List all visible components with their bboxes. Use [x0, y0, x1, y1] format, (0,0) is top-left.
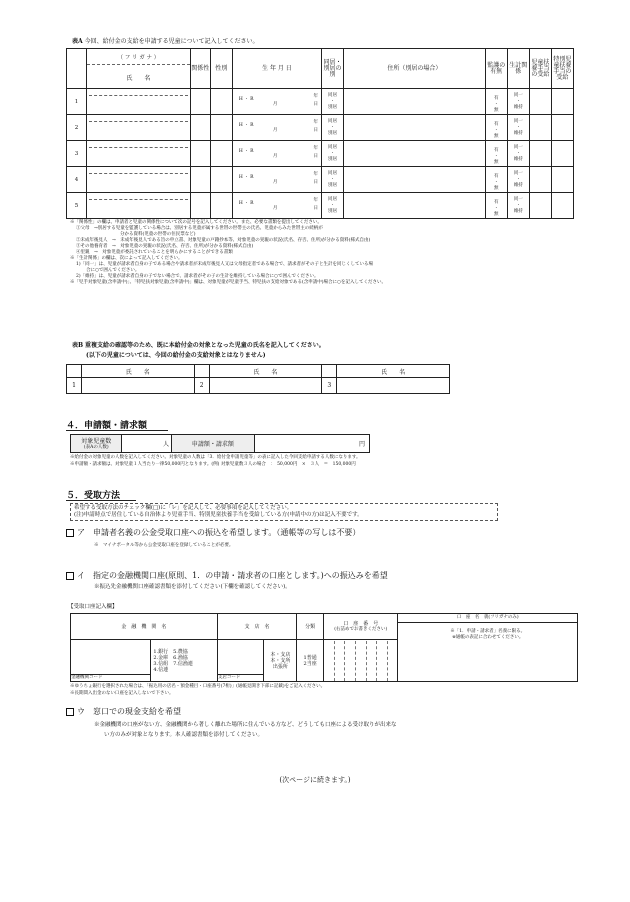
header-birth: 生 年 月 日 [232, 49, 321, 89]
birth-field[interactable] [232, 141, 321, 167]
b-name-field[interactable] [81, 378, 194, 394]
nen: 年 [313, 120, 319, 125]
b-col-header: 氏 名 [337, 365, 450, 378]
header-furigana: （ フ リ ガ ナ ） [117, 55, 160, 61]
era: H ・ R [238, 175, 254, 180]
col-name [86, 49, 190, 89]
branch-code: 支店コード [218, 674, 264, 681]
bank-code: 金融機関コード [71, 674, 150, 681]
row-no: 1 [67, 89, 87, 115]
branch-name-field[interactable] [217, 640, 264, 682]
address-field[interactable] [344, 115, 486, 141]
relation-field[interactable] [190, 167, 210, 193]
child-allowance-field[interactable] [529, 141, 551, 167]
custody-field[interactable]: 有 ・ 無 [485, 193, 507, 219]
tsuki: 月 [272, 154, 278, 159]
amount-field[interactable] [254, 435, 369, 453]
col-no [67, 49, 87, 89]
relation-field[interactable] [190, 115, 210, 141]
b-no: 1 [67, 378, 82, 394]
note: 分かる資料(児童の世帯の住民票など) [120, 232, 196, 237]
amount-label: 申請額・請求額 [172, 435, 255, 453]
option-u-label: ウ 窓口での現金支給を希望 [77, 707, 181, 716]
header-custody: 監護の有無 [485, 49, 507, 89]
class-types: 1普通 2当座 [297, 640, 324, 682]
nen: 年 [313, 172, 319, 177]
option-i[interactable] [66, 570, 388, 581]
era: H ・ R [238, 201, 254, 206]
table-a-title [72, 38, 258, 46]
relation-field[interactable] [190, 89, 210, 115]
custody-field[interactable]: 有 ・ 無 [485, 115, 507, 141]
note: ※「児手対象児童(含申請中)」、「特児扶対象児童(含申請中)」欄は、対象児童が児童手当、特児扶の支給対象である(含申請中)場合に○を記入してください。 [70, 280, 386, 285]
tsuki: 月 [272, 180, 278, 185]
special-allowance-field[interactable] [551, 89, 573, 115]
b-no-head [67, 365, 82, 378]
note: ④里親 → 対象児童が委託されていることを明らかにすることができる書類 [76, 250, 233, 255]
cohab-field[interactable]: 同居 ・ 別居 [322, 193, 344, 219]
header-name: 氏 名 [87, 64, 190, 82]
hi: 日 [313, 154, 319, 159]
row-no: 5 [67, 193, 87, 219]
option-u-note2: い方のみが対象となります。本人確認書類を添付してください。 [104, 732, 264, 738]
livelihood-field[interactable]: 同一 ・ 維持 [507, 193, 529, 219]
holder-note: ※「1．申請・請求者」名義に限る。 ※通帳の表記に合わせてください。 [450, 629, 526, 640]
special-allowance-field[interactable] [551, 193, 573, 219]
cohab-field[interactable]: 同居 ・ 別居 [322, 115, 344, 141]
checkbox-i[interactable] [66, 572, 74, 580]
era: H ・ R [238, 97, 254, 102]
option-i-note: ※振込先金融機関口座確認書類を添付してください(下欄を確認してください)。 [94, 584, 291, 590]
table-a-title-text: 今回、給付金の支給を申請する児童について記入してください。 [84, 38, 259, 45]
b-col-header: 氏 名 [209, 365, 322, 378]
hi: 日 [313, 102, 319, 107]
header-sex: 性別 [210, 49, 232, 89]
table-b [66, 364, 450, 394]
holder-label: 口 座 名 義(フリガナのみ) [398, 614, 577, 623]
page-footer: (次ページに続きます。) [279, 776, 351, 784]
child-row [67, 89, 574, 115]
number-sub: (右詰めでお書きください) [334, 627, 388, 632]
livelihood-field[interactable]: 同一 ・ 維持 [507, 89, 529, 115]
child-row [67, 141, 574, 167]
table-a-label: 表A [72, 38, 83, 45]
table-b-title [72, 342, 582, 350]
table-a-notes [70, 220, 582, 286]
bank-name-field[interactable] [71, 640, 151, 682]
address-field[interactable] [344, 141, 486, 167]
option-u[interactable] [66, 706, 181, 717]
relation-field[interactable] [190, 193, 210, 219]
option-a-label: ア 申請者名義の公金受取口座への振込を希望します。（通帳等の写しは不要） [77, 528, 361, 537]
note: ②未成年後見人 → 未成年後見人である旨の申立書、対象児童の戸籍抄本等、対象児童の実親の状況(氏名、存否、住所)が分かる資料(様式自由) [76, 238, 371, 243]
custody-field[interactable]: 有 ・ 無 [485, 167, 507, 193]
checkbox-u[interactable] [66, 708, 74, 716]
account-number-field[interactable] [324, 640, 398, 682]
relation-field[interactable] [190, 141, 210, 167]
special-allowance-field[interactable] [551, 115, 573, 141]
account-table [70, 613, 578, 682]
livelihood-field[interactable]: 同一 ・ 維持 [507, 167, 529, 193]
child-name-field[interactable] [86, 115, 190, 141]
heading-underline [66, 500, 136, 501]
child-name-field[interactable] [86, 193, 190, 219]
branch-types: 本・支店 本・支所 出張所 [264, 640, 297, 682]
number-label: 口 座 番 号 [343, 621, 379, 627]
cohab-field[interactable]: 同居 ・ 別居 [322, 167, 344, 193]
table-a [66, 48, 574, 219]
account-note1: ※ゆうちょ銀行を選択された場合は、「振込用の店名・預金種目・口座番号(7桁)」(通帳見開き下部に記載)をご記入ください。 [70, 684, 326, 689]
guide1: 希望する受取方法のチェック欄(□)に「レ」を記入して、必要事項を記入してください。 [74, 505, 293, 511]
child-allowance-field[interactable] [529, 193, 551, 219]
note: 2)「維持」は、児童が請求者自身の子でない場合で、請求者がその子の生計を維持している場合に○で囲んでください。 [76, 274, 319, 279]
cohab-field[interactable]: 同居 ・ 別居 [322, 141, 344, 167]
option-a[interactable] [66, 527, 360, 538]
account-note2: ※長期間入出金のない口座を記入しないで下さい。 [70, 691, 174, 696]
note: ※「生計関係」の欄は、次によって記入してください。 [70, 256, 183, 261]
child-allowance-field[interactable] [529, 167, 551, 193]
child-allowance-field[interactable] [529, 89, 551, 115]
row-no: 4 [67, 167, 87, 193]
header-child-allowance: 児童扶養手当の受給 [529, 49, 551, 89]
bank-label: 金 融 機 関 名 [71, 614, 218, 640]
header-cohab: 同居・別居の別 [322, 49, 344, 89]
note: ※「関係性」の欄は、申請者と児童の関係性について次の記号を記入してください。また、必要な書類を提出してください。 [70, 220, 322, 225]
table-b-subtitle: (以下の児童については、今回の給付金の支給対象とはなりません) [86, 352, 266, 359]
era: H ・ R [238, 123, 254, 128]
section4-note2: ※申請額・請求額は、対象児童１人当たり一律50,000円となります。(例) 対象児童数３人の場合 ： 50,000円 × ３人 ＝ 150,000円 [70, 462, 356, 467]
section4-heading: ４．申請額・請求額 [66, 421, 148, 431]
account-title: 【受取口座記入欄】 [68, 604, 118, 610]
child-row [67, 193, 574, 219]
address-field[interactable] [344, 89, 486, 115]
branch-label: 支 店 名 [217, 614, 296, 640]
custody-field[interactable]: 有 ・ 無 [485, 89, 507, 115]
birth-field[interactable] [232, 89, 321, 115]
table-b-label: 表B [72, 342, 84, 349]
child-row [67, 167, 574, 193]
nen: 年 [313, 146, 319, 151]
option-a-note: ※ マイナポータル等から公金受取口座を登録していることが必要。 [94, 543, 234, 548]
birth-field[interactable] [232, 115, 321, 141]
hi: 日 [313, 206, 319, 211]
count-field[interactable] [122, 435, 172, 453]
b-no-head [322, 365, 337, 378]
amount-table [70, 434, 370, 453]
b-name-field[interactable] [209, 378, 322, 394]
address-field[interactable] [344, 167, 486, 193]
bank-types: 1.銀行 5.農協 2.金庫 6.漁協 3.信組 7.信漁連 4.信連 [151, 640, 218, 682]
count-unit: 人 [163, 441, 170, 448]
child-name-field[interactable] [86, 89, 190, 115]
birth-field[interactable] [232, 167, 321, 193]
special-allowance-field[interactable] [551, 167, 573, 193]
child-name-field[interactable] [86, 141, 190, 167]
count-sub: (表Aの人数) [83, 445, 109, 450]
header-livelihood: 生計関係 [507, 49, 529, 89]
tsuki: 月 [272, 206, 278, 211]
special-allowance-field[interactable] [551, 141, 573, 167]
sex-field[interactable] [210, 193, 232, 219]
option-u-note1: ※金融機関の口座がない方、金融機関から著しく離れた場所に住んでいる方など、どうしても口座による受け取りが出来な [94, 722, 397, 728]
section5-heading: ５．受取方法 [66, 491, 121, 501]
hi: 日 [313, 128, 319, 133]
amount-unit: 円 [358, 441, 365, 448]
sex-field[interactable] [210, 141, 232, 167]
era: H ・ R [238, 149, 254, 154]
b-no: 3 [322, 378, 337, 394]
table-b-title-text: 重複支給の確認等のため、既に本給付金の対象となった児童の氏名を記入してください。 [85, 342, 325, 349]
tsuki: 月 [272, 128, 278, 133]
note: 合に○で囲んでください。 [86, 268, 140, 273]
checkbox-a[interactable] [66, 529, 74, 537]
count-label-cell [71, 435, 122, 453]
b-no-head [194, 365, 209, 378]
class-label: 分類 [297, 614, 324, 640]
address-field[interactable] [344, 193, 486, 219]
b-no: 2 [194, 378, 209, 394]
child-allowance-field[interactable] [529, 115, 551, 141]
header-special-allowance: 特別児童扶養手当の受給 [551, 49, 573, 89]
child-row [67, 115, 574, 141]
livelihood-field[interactable]: 同一 ・ 維持 [507, 115, 529, 141]
sex-field[interactable] [210, 115, 232, 141]
note: 1)「同一」は、児童が請求者自身の子である場合や請求者が未成年後見人又は父母指定者である場合で、請求者がその子と生計を同じくしている場 [76, 262, 374, 267]
tsuki: 月 [272, 102, 278, 107]
row-no: 3 [67, 141, 87, 167]
b-name-field[interactable] [337, 378, 450, 394]
option-i-label: イ 指定の金融機関口座(原則、1．の申請・請求者の口座とします。)への振込みを希望 [77, 571, 388, 580]
count-label: 対象児童数 [81, 438, 112, 445]
section5-guide [70, 503, 498, 521]
section4-note1: ※給付金の対象児童の人数を記入してください。対象児童の人数は「3．給付金申請児童等」の表に記入した今回支給申請する人数になります。 [70, 455, 361, 460]
header-relation: 関係性 [190, 49, 210, 89]
livelihood-field[interactable]: 同一 ・ 維持 [507, 141, 529, 167]
child-name-field[interactable] [86, 167, 190, 193]
nen: 年 [313, 94, 319, 99]
custody-field[interactable]: 有 ・ 無 [485, 141, 507, 167]
header-address: 住所（別居の場合） [344, 49, 486, 89]
heading-underline [66, 430, 168, 431]
sex-field[interactable] [210, 167, 232, 193]
sex-field[interactable] [210, 89, 232, 115]
row-no: 2 [67, 115, 87, 141]
hi: 日 [313, 180, 319, 185]
cohab-field[interactable]: 同居 ・ 別居 [322, 89, 344, 115]
note: ①父母 →別居する児童を監護している場合は、別居する児童が属する世帯の世帯主の氏名、児童からみた世帯主の続柄が [76, 226, 323, 231]
birth-field[interactable] [232, 193, 321, 219]
guide2: (注)申請時点で居住している自治体より児童手当、特別児童扶養手当を受給している方(申請中の方)は記入不要です。 [74, 512, 363, 518]
b-col-header: 氏 名 [81, 365, 194, 378]
nen: 年 [313, 198, 319, 203]
note: ③その他養育者 → 対象児童の実親の状況(氏名、存否、住所)が分かる資料(様式自由) [76, 244, 254, 249]
